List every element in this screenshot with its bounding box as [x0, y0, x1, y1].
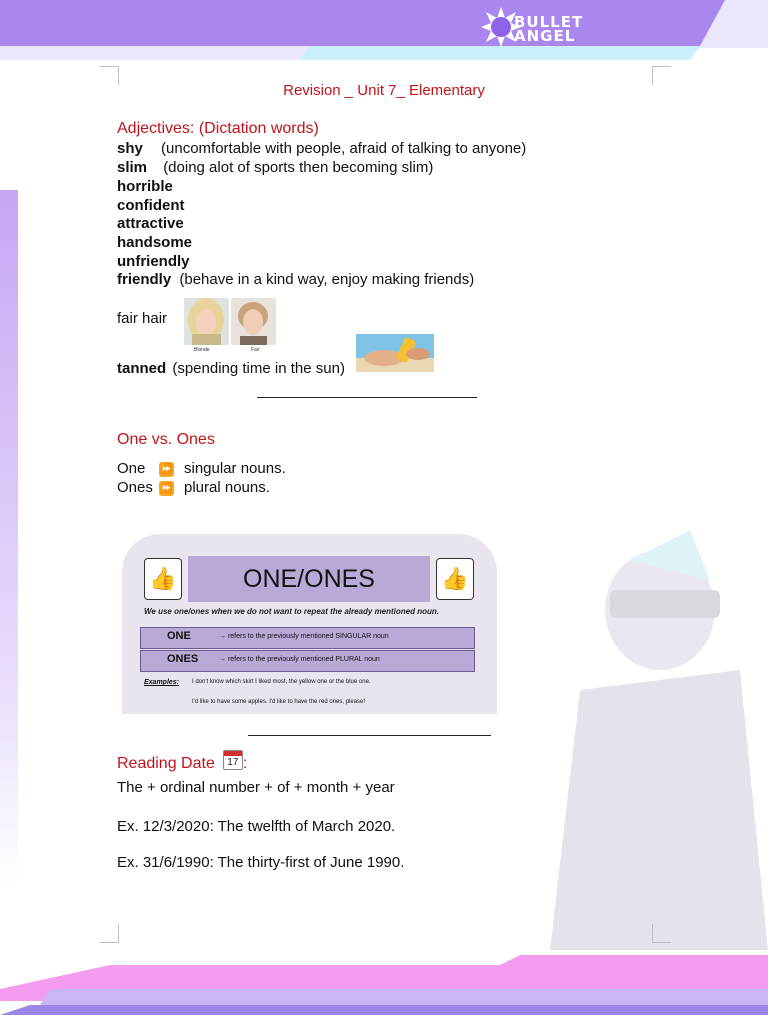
calendar-day: 17	[227, 757, 239, 768]
one-row	[117, 459, 286, 478]
photo-caption: Fair	[251, 347, 260, 353]
adjective-word: unfriendly	[117, 253, 190, 270]
adjective-word: tanned	[117, 360, 167, 377]
graphic-example: I don't know which skirt I liked most, the yellow one or the blue one.	[192, 679, 371, 685]
ones-row	[117, 478, 270, 497]
divider	[257, 397, 477, 398]
adjective-note: (behave in a kind way, enjoy making friends)	[179, 271, 475, 288]
adjective-item	[117, 196, 185, 215]
term-label: Ones	[117, 479, 153, 496]
graphic-examples-label: Examples:	[144, 679, 180, 686]
background-character-illustration	[540, 520, 768, 950]
adjective-item	[117, 270, 474, 289]
date-formula: The + ordinal number + of + month + year	[117, 779, 395, 796]
header-banner	[0, 0, 768, 60]
date-example: Ex. 12/3/2020: The twelfth of March 2020.	[117, 818, 396, 835]
thumbs-up-icon: 👍	[144, 558, 182, 600]
sunscreen-photo	[356, 334, 434, 372]
brand-logo	[480, 6, 640, 48]
term-meaning: plural nouns.	[184, 479, 270, 496]
graphic-example: I'd like to have some apples. I'd like to have the red ones, please!	[192, 699, 366, 705]
calendar-icon	[223, 750, 243, 770]
adjective-item	[117, 177, 173, 196]
adjective-word: confident	[117, 197, 185, 214]
heading-colon: :	[242, 755, 248, 772]
graphic-title: ONE/ONES	[188, 556, 430, 602]
adjective-note: (uncomfortable with people, afraid of talking to anyone)	[161, 140, 527, 157]
adjective-word: slim	[117, 159, 148, 176]
fast-forward-icon: ⏩	[160, 463, 173, 475]
divider	[248, 735, 491, 736]
left-decor-stripe	[0, 190, 18, 890]
adjective-note: (spending time in the sun)	[172, 360, 345, 377]
adjectives-heading: Adjectives: (Dictation words)	[117, 120, 319, 137]
graphic-row-key: ONES	[167, 653, 199, 665]
fair-hair-label: fair hair	[117, 310, 168, 327]
graphic-row-key: ONE	[167, 630, 191, 642]
adjective-item	[117, 158, 433, 177]
footer-banner	[0, 955, 768, 1024]
graphic-note: We use one/ones when we do not want to repeat the already mentioned noun.	[144, 607, 439, 616]
adjective-item	[117, 233, 192, 252]
fast-forward-icon: ⏩	[160, 482, 173, 494]
logo-line1: BULLET	[514, 13, 584, 31]
graphic-row-value: → refers to the previously mentioned PLURAL noun	[219, 656, 380, 663]
one-ones-heading: One vs. Ones	[117, 431, 215, 448]
adjective-note: (doing alot of sports then becoming slim)	[163, 159, 434, 176]
date-example: Ex. 31/6/1990: The thirty-first of June 1990.	[117, 854, 405, 871]
adjective-item	[117, 359, 345, 378]
graphic-row-ones	[140, 650, 475, 672]
thumbs-up-icon: 👍	[436, 558, 474, 600]
reading-date-title: Reading Date	[117, 755, 215, 772]
adjective-item	[117, 252, 190, 271]
corner-mark	[100, 924, 119, 943]
adjective-word: handsome	[117, 234, 193, 251]
adjective-word: friendly	[117, 271, 172, 288]
logo-line2: ANGEL	[514, 27, 576, 45]
adjective-word: shy	[117, 140, 143, 157]
adjective-item	[117, 139, 526, 158]
term-label: One	[117, 460, 146, 477]
adjective-word: attractive	[117, 215, 184, 232]
fair-hair-photo	[231, 298, 276, 345]
reading-date-heading	[117, 750, 247, 773]
term-meaning: singular nouns.	[184, 460, 286, 477]
graphic-row-one	[140, 627, 475, 649]
adjective-word: horrible	[117, 178, 173, 195]
corner-mark	[652, 924, 671, 943]
adjective-item	[117, 214, 184, 233]
blonde-hair-photo	[184, 298, 229, 345]
page-title: Revision _ Unit 7_ Elementary	[283, 82, 485, 99]
photo-caption: Blonde	[194, 347, 210, 353]
graphic-row-value: → refers to the previously mentioned SINGULAR noun	[219, 633, 389, 640]
